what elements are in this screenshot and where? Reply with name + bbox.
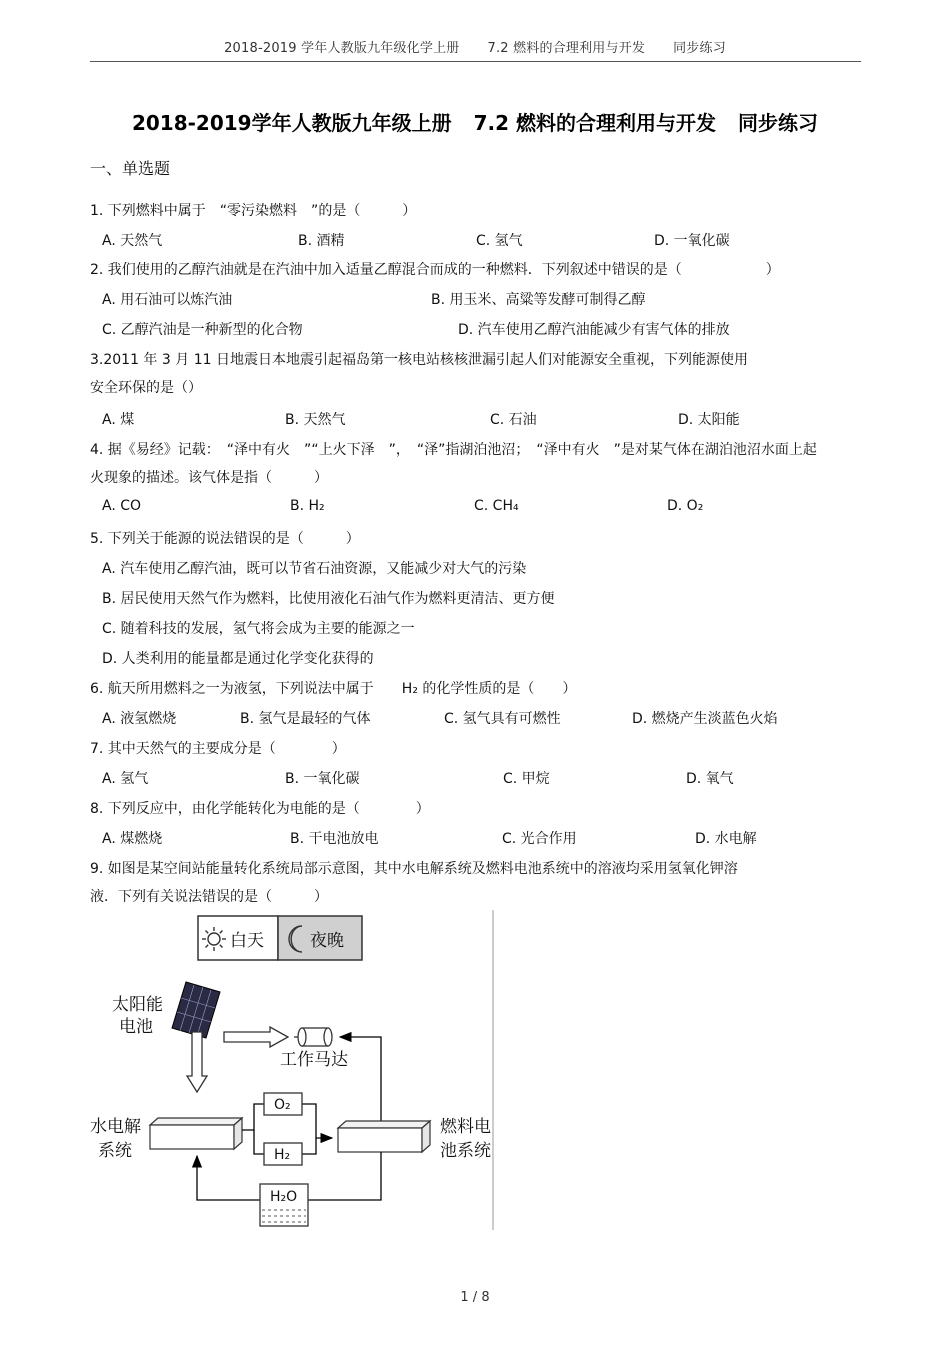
q8-option-d: D. 水电解: [695, 831, 757, 847]
solar-cell-label-line2: 电池: [119, 1017, 153, 1037]
day-label: 白天: [230, 931, 264, 951]
solar-to-electrolysis-arrow: [187, 1032, 207, 1092]
q4-option-c: C. CH₄: [474, 498, 519, 514]
question-3-stem-line2: 安全环保的是（）: [90, 380, 202, 396]
day-night-legend: [198, 916, 362, 960]
q7-option-c: C. 甲烷: [503, 771, 550, 787]
q8-option-b: B. 干电池放电: [290, 831, 379, 847]
q4-option-b: B. H₂: [290, 498, 325, 514]
question-9-stem-line2: 液．下列有关说法错误的是（ ）: [90, 889, 328, 905]
water-to-electrolysis-line: [197, 1156, 260, 1200]
q6-option-b: B. 氢气是最轻的气体: [240, 711, 371, 727]
q7-option-b: B. 一氧化碳: [285, 771, 360, 787]
question-4-stem-line2: 火现象的描述。该气体是指（ ）: [90, 470, 328, 486]
q3-option-c: C. 石油: [490, 412, 537, 428]
q7-option-d: D. 氧气: [686, 771, 734, 787]
header-rule: [90, 61, 861, 62]
question-2-stem: 2. 我们使用的乙醇汽油就是在汽油中加入适量乙醇混合而成的一种燃料．下列叙述中错误的是（ ）: [90, 262, 780, 278]
electrolysis-label-line2: 系统: [98, 1141, 132, 1161]
title-book: 2018-2019学年人教版九年级上册: [131, 111, 452, 135]
q6-option-a: A. 液氢燃烧: [102, 711, 177, 727]
q8-option-c: C. 光合作用: [502, 831, 577, 847]
question-7-stem: 7. 其中天然气的主要成分是（ ）: [90, 741, 346, 757]
running-header-book: 2018-2019 学年人教版九年级化学上册: [224, 41, 460, 56]
question-1-stem: 1. 下列燃料中属于 “零污染燃料 ”的是（ ）: [90, 203, 417, 219]
fuel-cell-system-box: [338, 1121, 430, 1152]
electrolysis-label-line1: 水电解: [90, 1117, 141, 1137]
q8-option-a: A. 煤燃烧: [102, 831, 163, 847]
section-title: 一、单选题: [90, 159, 171, 178]
q6-option-d: D. 燃烧产生淡蓝色火焰: [632, 711, 778, 727]
question-4-stem-line1: 4. 据《易经》记载： “泽中有火 ”“上火下泽 ”， “泽”指湖泊池沼； “泽中有火 ”是对某气体在湖泊池沼水面上起: [90, 442, 817, 458]
q5-option-a: A. 汽车使用乙醇汽油，既可以节省石油资源，又能减少对大气的污染: [102, 561, 527, 577]
h2-label: H₂: [274, 1147, 291, 1163]
running-header-type: 同步练习: [673, 41, 726, 56]
solar-panel-icon: [172, 982, 220, 1038]
running-header-chapter: 7.2 燃料的合理利用与开发: [487, 41, 646, 56]
question-6-stem: 6. 航天所用燃料之一为液氢，下列说法中属于 H₂ 的化学性质的是（ ）: [90, 681, 577, 697]
fuel-cell-label-line1: 燃料电: [440, 1117, 491, 1137]
solar-to-motor-arrow: [224, 1027, 288, 1047]
q3-option-a: A. 煤: [102, 412, 135, 428]
water-label: H₂O: [270, 1189, 298, 1205]
solar-cell-label-line1: 太阳能: [112, 995, 163, 1015]
question-8-stem: 8. 下列反应中，由化学能转化为电能的是（ ）: [90, 801, 430, 817]
q5-option-d: D. 人类利用的能量都是通过化学变化获得的: [102, 651, 374, 667]
motor-icon: [294, 1028, 332, 1046]
q1-option-b: B. 酒精: [298, 233, 345, 249]
question-9-stem-line1: 9. 如图是某空间站能量转化系统局部示意图，其中水电解系统及燃料电池系统中的溶液均采用氢氧化钾溶: [90, 861, 738, 877]
q5-option-b: B. 居民使用天然气作为燃料，比使用液化石油气作为燃料更清洁、更方便: [102, 591, 555, 607]
q1-option-c: C. 氢气: [476, 233, 523, 249]
fuel-cell-label-line2: 池系统: [440, 1141, 491, 1161]
electrolysis-system-box: [150, 1118, 242, 1149]
q2-option-b: B. 用玉米、高粱等发酵可制得乙醇: [431, 292, 646, 308]
q6-option-c: C. 氢气具有可燃性: [444, 711, 561, 727]
question-5-stem: 5. 下列关于能源的说法错误的是（ ）: [90, 531, 360, 547]
q7-option-a: A. 氢气: [102, 771, 149, 787]
q2-option-a: A. 用石油可以炼汽油: [102, 292, 233, 308]
q3-option-b: B. 天然气: [285, 412, 346, 428]
running-header: [0, 37, 950, 56]
q1-option-d: D. 一氧化碳: [654, 233, 730, 249]
question-3-stem-line1: 3.2011 年 3 月 11 日地震日本地震引起福岛第一核电站核核泄漏引起人们对能源安全重视，下列能源使用: [90, 352, 748, 368]
q4-option-d: D. O₂: [667, 498, 704, 514]
water-return-line: [308, 1152, 381, 1200]
o2-label: O₂: [274, 1097, 291, 1113]
q1-option-a: A. 天然气: [102, 233, 163, 249]
q4-option-a: A. CO: [102, 498, 142, 514]
title-chapter: 7.2 燃料的合理利用与开发: [473, 111, 717, 135]
title-type: 同步练习: [738, 111, 819, 135]
q2-option-d: D. 汽车使用乙醇汽油能减少有害气体的排放: [458, 322, 730, 338]
energy-system-diagram: [88, 910, 508, 1240]
q2-option-c: C. 乙醇汽油是一种新型的化合物: [102, 322, 303, 338]
q5-option-c: C. 随着科技的发展，氢气将会成为主要的能源之一: [102, 621, 415, 637]
night-label: 夜晚: [310, 931, 344, 951]
page-title: [0, 107, 950, 136]
q3-option-d: D. 太阳能: [678, 412, 740, 428]
page-number: 1 / 8: [460, 1290, 490, 1305]
motor-label: 工作马达: [280, 1050, 348, 1070]
